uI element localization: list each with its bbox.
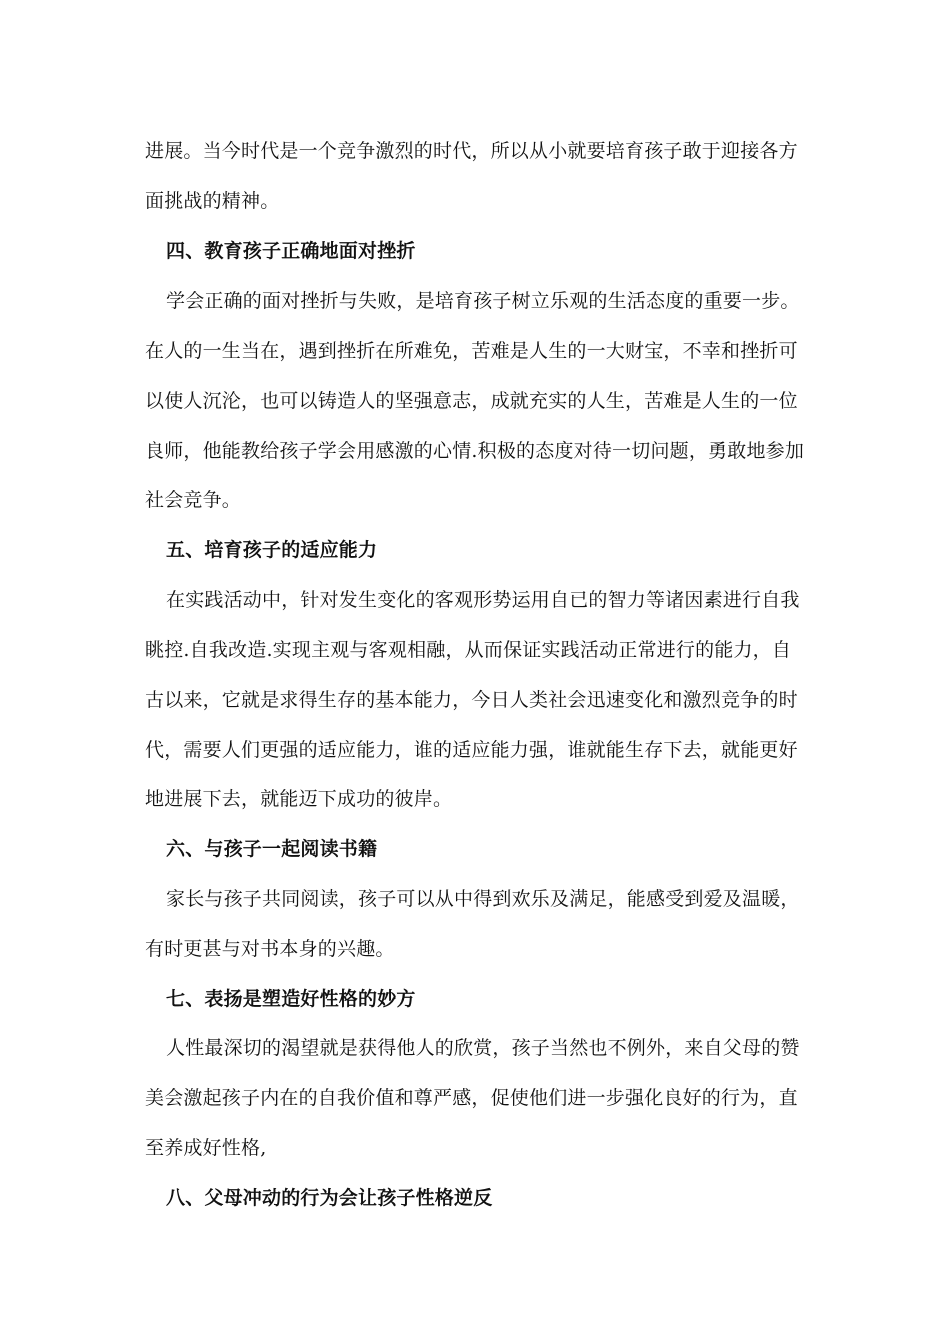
section-5-line-4: 代，需要人们更强的适应能力，谁的适应能力强，谁就能生存下去，就能更好 — [145, 739, 798, 761]
section-4-line-5: 社会竞争。 — [145, 489, 242, 511]
section-7-line-3: 至养成好性格, — [145, 1137, 267, 1159]
section-6-line-2: 有时更甚与对书本身的兴趣。 — [145, 938, 395, 960]
section-7-line-1: 人性最深切的渴望就是获得他人的欣赏，孩子当然也不例外，来自父母的赞 — [166, 1037, 800, 1059]
section-8-heading: 八、父母冲动的行为会让孩子性格逆反 — [166, 1187, 493, 1209]
section-4-line-1: 学会正确的面对挫折与失败，是培育孩子树立乐观的生活态度的重要一步。 — [166, 290, 800, 312]
section-5-line-1: 在实践活动中，针对发生变化的客观形势运用自已的智力等诸因素进行自我 — [166, 589, 800, 611]
section-4-line-2: 在人的一生当在，遇到挫折在所难免，苦难是人生的一大财宝，不幸和挫折可 — [145, 340, 798, 362]
section-6-heading: 六、与孩子一起阅读书籍 — [166, 838, 378, 860]
section-7-heading: 七、表扬是塑造好性格的妙方 — [166, 988, 416, 1010]
section-7-line-2: 美会激起孩子内在的自我价值和尊严感，促使他们进一步强化良好的行为，直 — [145, 1087, 798, 1109]
intro-line-2: 面挑战的精神。 — [145, 190, 280, 212]
section-4-line-3: 以使人沉沦，也可以铸造人的坚强意志，成就充实的人生，苦难是人生的一位 — [145, 390, 798, 412]
section-6-line-1: 家长与孩子共同阅读，孩子可以从中得到欢乐及满足，能感受到爱及温暖， — [166, 888, 800, 910]
section-4-line-4: 良师，他能教给孩子学会用感激的心情.积极的态度对待一切问题，勇敢地参加 — [145, 440, 805, 462]
intro-line-1: 进展。当今时代是一个竞争激烈的时代，所以从小就要培育孩子敢于迎接各方 — [145, 140, 798, 162]
section-5-line-3: 古以来，它就是求得生存的基本能力，今日人类社会迅速变化和激烈竞争的时 — [145, 689, 798, 711]
section-5-line-5: 地进展下去，就能迈下成功的彼岸。 — [145, 788, 453, 810]
section-5-line-2: 眺控.自我改造.实现主观与客观相融，从而保证实践活动正常进行的能力，自 — [145, 639, 792, 661]
section-4-heading: 四、教育孩子正确地面对挫折 — [166, 240, 416, 262]
section-5-heading: 五、培育孩子的适应能力 — [166, 539, 378, 561]
